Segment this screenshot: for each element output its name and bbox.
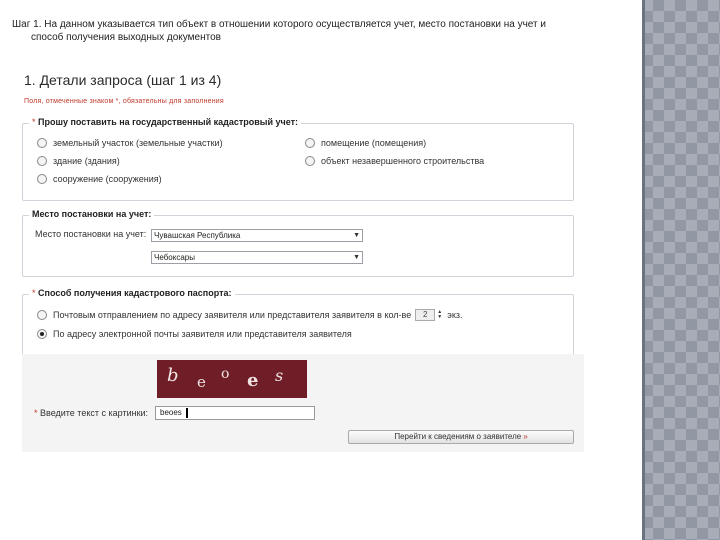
next-step-button[interactable]	[348, 430, 574, 444]
caption-line-2: способ получения выходных документов	[31, 32, 221, 43]
city-select[interactable]	[151, 251, 363, 264]
radio-label: Почтовым отправлением по адресу заявителя или представителя заявителя в кол-ве	[53, 310, 412, 320]
object-type-fieldset	[22, 117, 574, 201]
radio-building[interactable]	[37, 156, 120, 166]
city-select-value: Чебоксары	[154, 253, 195, 262]
required-fields-note: Поля, отмеченные знаком *, обязательны для заполнения	[24, 98, 224, 105]
side-strip-edge	[642, 0, 645, 540]
captcha-char: b	[167, 365, 179, 386]
captcha-char: s	[275, 366, 284, 385]
chevron-down-icon: ▼	[353, 254, 360, 261]
radio-email-delivery[interactable]	[37, 329, 352, 339]
radio-button[interactable]	[305, 156, 315, 166]
region-select-value: Чувашская Республика	[154, 231, 241, 240]
delivery-fieldset	[22, 288, 574, 355]
double-arrow-right-icon: »	[523, 432, 528, 441]
form-title: 1. Детали запроса (шаг 1 из 4)	[24, 72, 222, 88]
radio-button[interactable]	[37, 138, 47, 148]
region-select[interactable]	[151, 229, 363, 242]
captcha-section	[22, 354, 584, 452]
delivery-legend: * Способ получения кадастрового паспорта:	[29, 288, 235, 298]
caption-line-1: Шаг 1. На данном указывается тип объект в отношении которого осуществляется учет, место постановки на учет и	[12, 19, 546, 30]
captcha-input-value: bеоеs	[160, 408, 182, 417]
chevron-down-icon: ▼	[353, 232, 360, 239]
radio-label: помещение (помещения)	[321, 138, 427, 148]
radio-button[interactable]	[37, 156, 47, 166]
radio-label: сооружение (сооружения)	[53, 174, 162, 184]
radio-button-selected[interactable]	[37, 329, 47, 339]
place-fieldset	[22, 209, 574, 277]
copies-stepper[interactable]: 2 ▲ ▼	[415, 309, 435, 321]
radio-label: земельный участок (земельные участки)	[53, 138, 223, 148]
radio-label: объект незавершенного строительства	[321, 156, 485, 166]
captcha-image	[157, 360, 307, 398]
radio-label: По адресу электронной почты заявителя или представителя заявителя	[53, 329, 352, 339]
radio-premises[interactable]	[305, 138, 426, 148]
place-legend: Место постановки на учет:	[29, 209, 154, 219]
radio-unfinished-construction[interactable]	[305, 156, 484, 166]
place-label: Место постановки на учет:	[35, 229, 147, 239]
captcha-char: o	[221, 366, 230, 382]
captcha-char: e	[197, 373, 206, 391]
object-type-legend: * Прошу поставить на государственный кадастровый учет:	[29, 117, 301, 127]
radio-land-plot[interactable]	[37, 138, 223, 148]
radio-button[interactable]	[37, 174, 47, 184]
slide-caption	[12, 18, 632, 44]
radio-structure[interactable]	[37, 174, 162, 184]
request-form	[22, 66, 584, 452]
copies-unit-label: экз.	[447, 310, 463, 320]
captcha-char: e	[247, 370, 259, 391]
text-cursor	[186, 408, 188, 418]
captcha-input[interactable]	[155, 406, 315, 420]
radio-button[interactable]	[305, 138, 315, 148]
radio-label: здание (здания)	[53, 156, 120, 166]
captcha-label: * Введите текст с картинки:	[34, 408, 149, 418]
radio-post-delivery[interactable]	[37, 309, 463, 321]
next-button-label: Перейти к сведениям о заявителе	[394, 432, 522, 441]
radio-button[interactable]	[37, 310, 47, 320]
decorative-side-strip	[642, 0, 720, 540]
stepper-arrows-icon[interactable]: ▲ ▼	[437, 309, 443, 320]
